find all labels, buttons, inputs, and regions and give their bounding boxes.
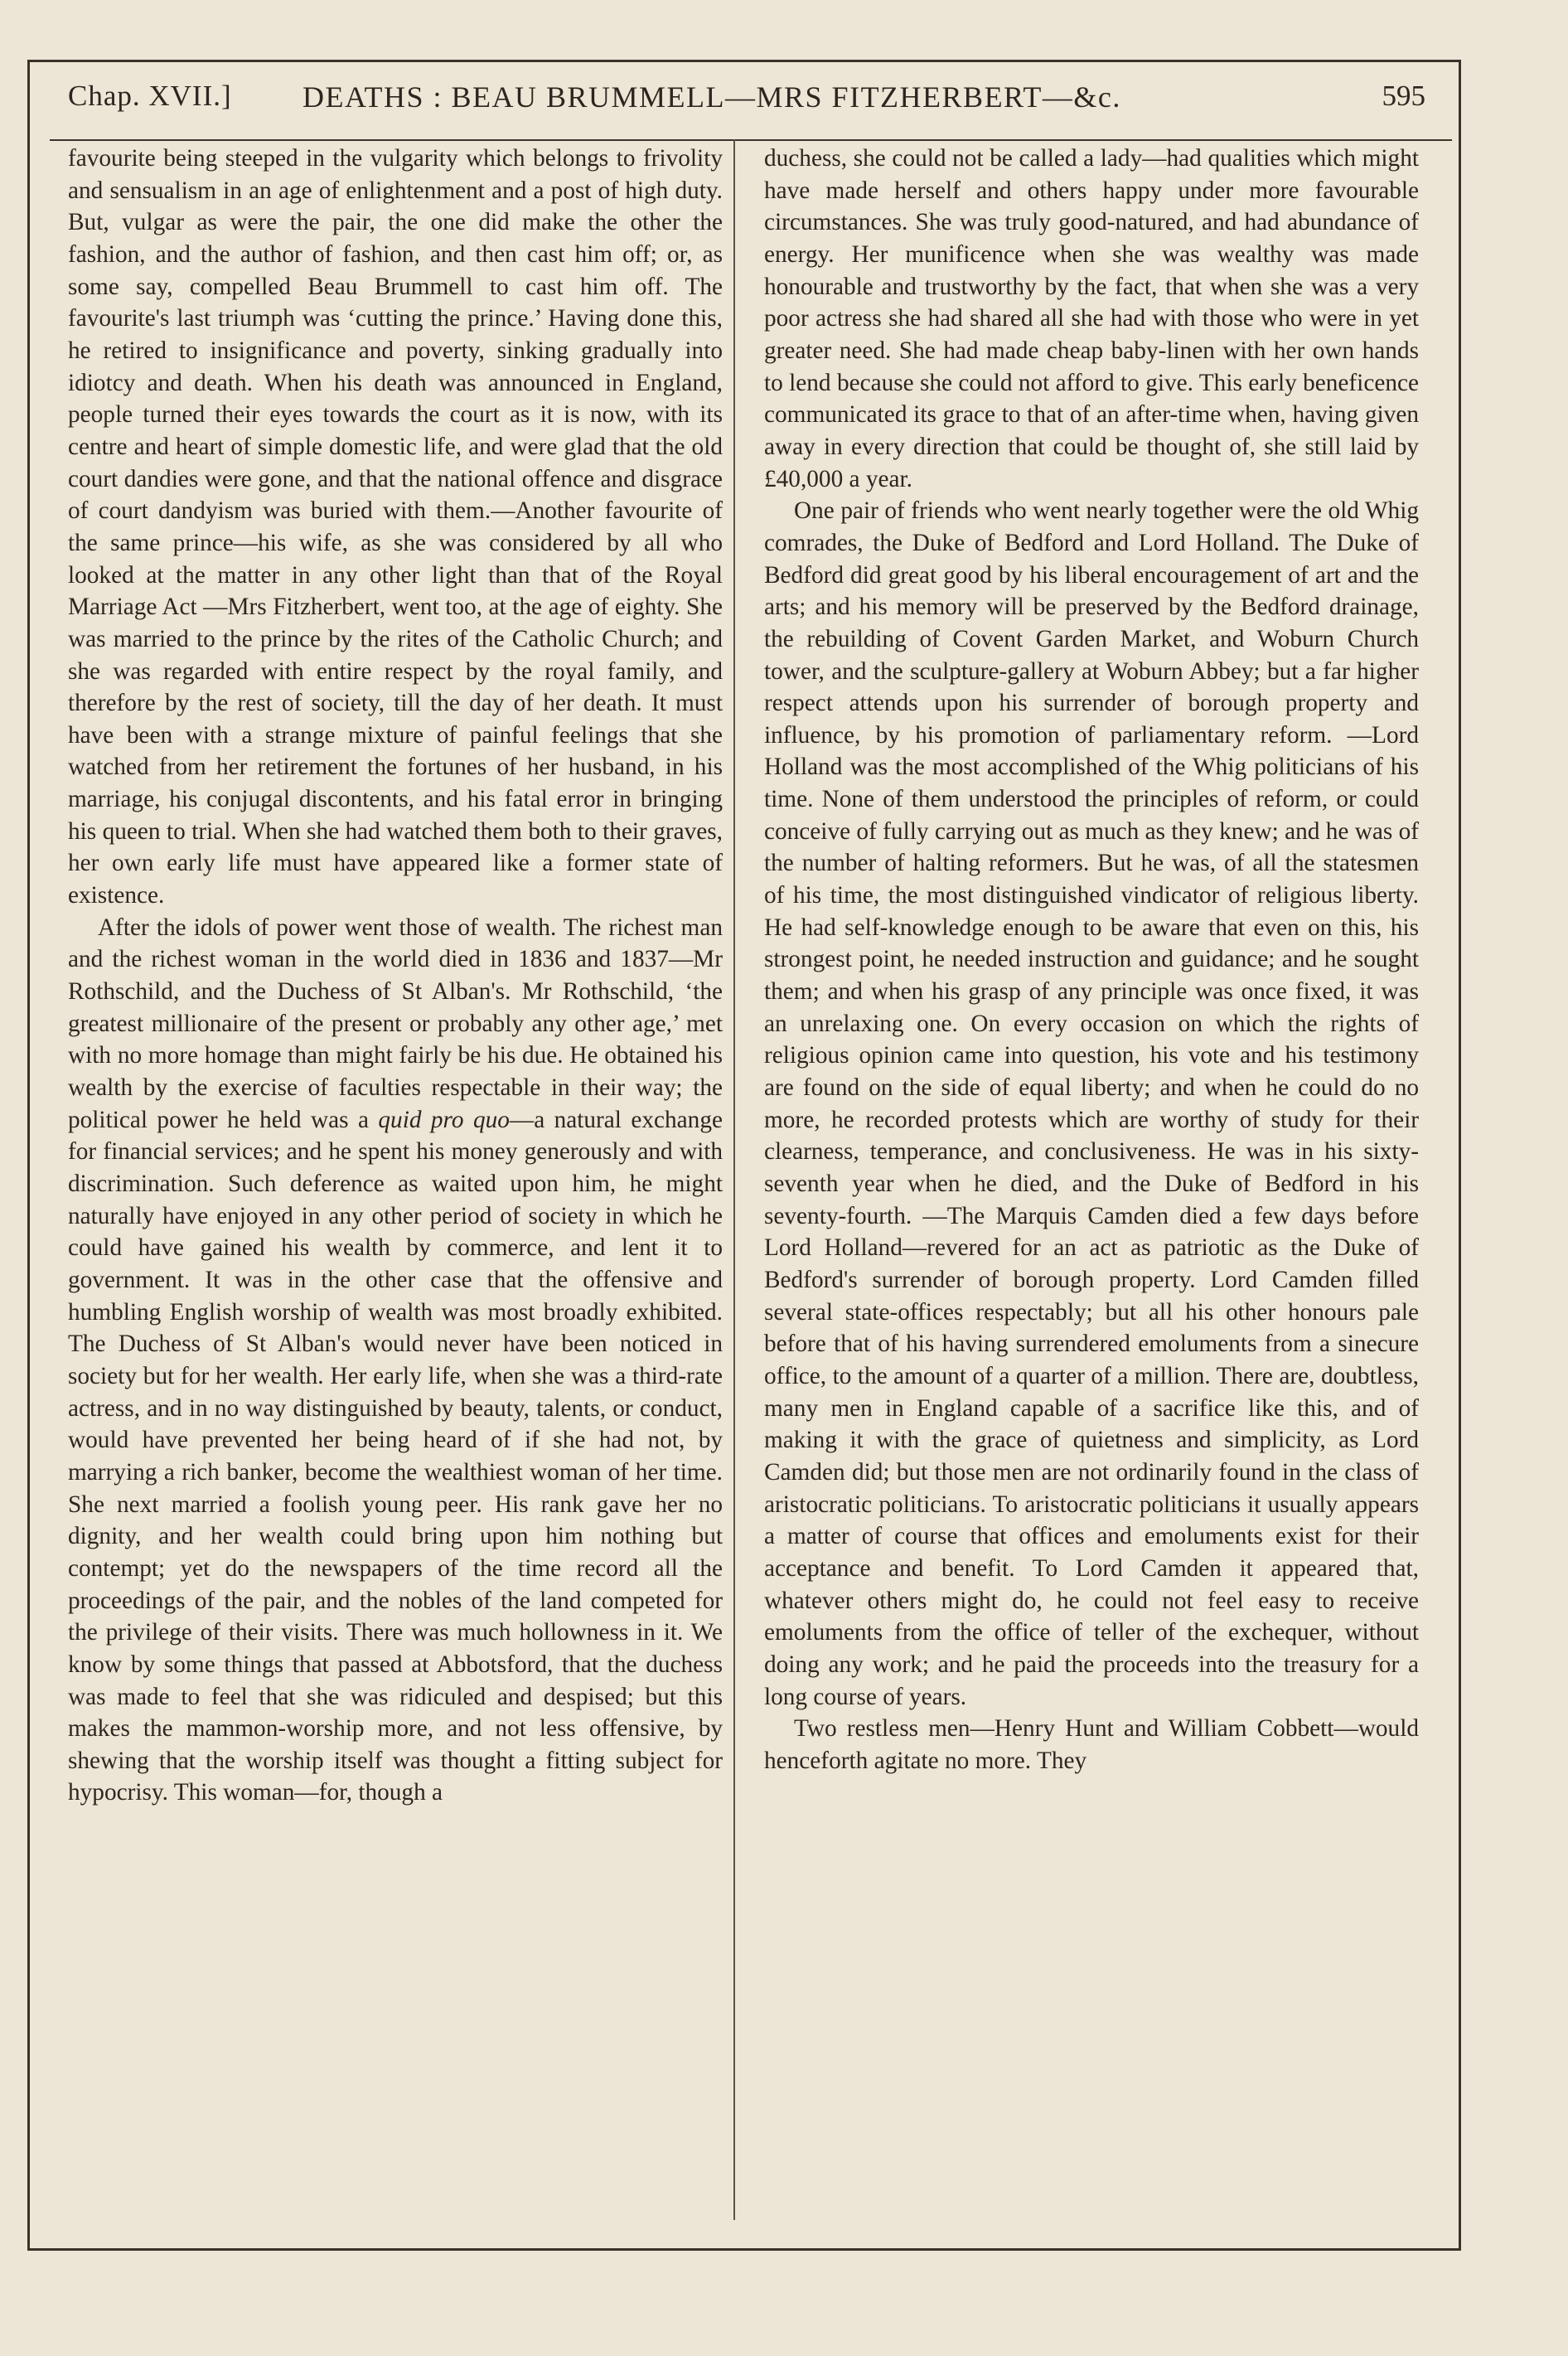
page-number: 595 xyxy=(1382,80,1425,112)
page-frame-top xyxy=(27,60,1461,62)
chapter-label: Chap. XVII.] xyxy=(68,80,232,112)
paragraph: Two restless men—Henry Hunt and William Cobbett—would henceforth agitate no more. They xyxy=(764,1715,1419,1774)
paragraph xyxy=(68,912,723,1809)
running-head xyxy=(50,80,1425,129)
page-frame-bottom xyxy=(27,2248,1461,2251)
page-title: DEATHS : BEAU BRUMMELL—MRS FITZHERBERT—&c. xyxy=(302,80,1121,114)
paragraph: favourite being steeped in the vulgarity which belongs to frivolity and sensualism in an age of enlightenment and a post of high duty. But, vulgar as were the pair, the one did make the other the fashion, and the author of fashion, and then cast him off; or, as some say, compelled Beau Brummell to cast him off. The favourite's last triumph was ‘cutting the prince.’ Having done this, he retired to insignificance and poverty, sinking gradually into idiotcy and death. When his death was announced in England, people turned their eyes towards the court as it is now, with its centre and heart of simple domestic life, and were glad that the old court dandies were gone, and that the national offence and disgrace of court dandyism was buried with them.—Another favourite of the same prince—his wife, as she was considered by all who looked at the matter in any other light than that of the Royal Marriage Act —Mrs Fitzherbert, went too, at the age of eighty. She was married to the prince by the rites of the Catholic Church; and she was regarded with entire respect by the royal family, and therefore by the rest of society, till the day of her death. It must have been with a strange mixture of painful feelings that she watched from her retirement the fortunes of her husband, in his marriage, his conjugal discontents, and his fatal error in bringing his queen to trial. When she had watched them both to their graves, her own early life must have appeared like a former state of existence. xyxy=(68,145,723,909)
header-rule xyxy=(50,139,1452,141)
right-column xyxy=(764,143,1419,1777)
page-frame-right xyxy=(1459,60,1461,2251)
column-divider xyxy=(733,139,735,2220)
page-frame-left xyxy=(27,60,30,2251)
paragraph: One pair of friends who went nearly together were the old Whig comrades, the Duke of Bedford and Lord Holland. The Duke of Bedford did great good by his liberal encouragement of art and the arts; and his memory will be preserved by the Bedford drainage, the rebuilding of Covent Garden Market, and Woburn Church tower, and the sculpture-gallery at Woburn Abbey; but a far higher respect attends upon his surrender of borough property and influence, by his promotion of parliamentary reform. —Lord Holland was the most accomplished of the Whig politicians of his time. None of them understood the principles of reform, or could conceive of fully carrying out as much as they knew; and he was of the number of halting reformers. But he was, of all the statesmen of his time, the most distinguished vindicator of religious liberty. He had self-knowledge enough to be aware that even on this, his strongest point, he needed instruction and guidance; and he sought them; and when his grasp of any principle was once fixed, it was an unrelaxing one. On every occasion on which the rights of religious opinion came into question, his vote and his testimony are found on the side of equal liberty; and when he could do no more, he recorded protests which are worthy of study for their clearness, temperance, and conclusiveness. He was in his sixty-seventh year when he died, and the Duke of Bedford in his seventy-fourth. —The Marquis Camden died a few days before Lord Holland—revered for an act as patriotic as the Duke of Bedford's surrender of borough property. Lord Camden filled several state-offices respectably; but all his other honours pale before that of his having surrendered emoluments from a sinecure office, to the amount of a quarter of a million. There are, doubtless, many men in England capable of a sacrifice like this, and of making it with the grace of quietness and simplicity, as Lord Camden did; but those men are not ordinarily found in the class of aristocratic politicians. To aristocratic politicians it usually appears a matter of course that offices and emoluments exist for their acceptance and benefit. To Lord Camden it appeared that, whatever others might do, he could not feel easy to receive emoluments from the office of teller of the exchequer, without doing any work; and he paid the proceeds into the treasury for a long course of years. xyxy=(764,497,1419,1710)
paragraph-text: After the idols of power went those of wealth. The richest man and the richest woman in the world died in 1836 and 1837—Mr Rothschild, and the Duchess of St Alban's. Mr Rothschild, ‘the greatest millionaire of the present or probably any other age,’ met with no more homage than might fairly be his due. He obtained his wealth by the exercise of faculties respectable in their way; the political power he held was a xyxy=(68,914,723,1133)
paragraph-text: —a natural exchange for financial services; and he spent his money generously and with discrimination. Such deference as waited upon him, he might naturally have enjoyed in any other period of society in which he could have gained his wealth by commerce, and lent it to government. It was in the other case that the offensive and humbling English worship of wealth was most broadly exhibited. The Duchess of St Alban's would never have been noticed in society but for her wealth. Her early life, when she was a third-rate actress, and in no way distinguished by beauty, talents, or conduct, would have prevented her being heard of if she had not, by marrying a rich banker, become the wealthiest woman of her time. She next married a foolish young peer. His rank gave her no dignity, and her wealth could bring upon him nothing but contempt; yet do the newspapers of the time record all the proceedings of the pair, and the nobles of the land competed for the privilege of their visits. There was much hollowness in it. We know by some things that passed at Abbotsford, that the duchess was made to feel that she was ridiculed and despised; but this makes the mammon-worship more, and not less offensive, by shewing that the worship itself was thought a fitting subject for hypocrisy. This woman—for, though a xyxy=(68,1106,723,1806)
italic-phrase: quid pro quo xyxy=(378,1106,510,1133)
paragraph: duchess, she could not be called a lady—had qualities which might have made herself and others happy under more favourable circumstances. She was truly good-natured, and had abundance of energy. Her munificence when she was wealthy was made honourable and trustworthy by the fact, that when she was a very poor actress she had shared all she had with those who were in yet greater need. She had made cheap baby-linen with her own hands to lend because she could not afford to give. This early beneficence communicated its grace to that of an after-time when, having given away in every direction that could be thought of, she still laid by £40,000 a year. xyxy=(764,145,1419,492)
left-column xyxy=(68,143,723,1809)
